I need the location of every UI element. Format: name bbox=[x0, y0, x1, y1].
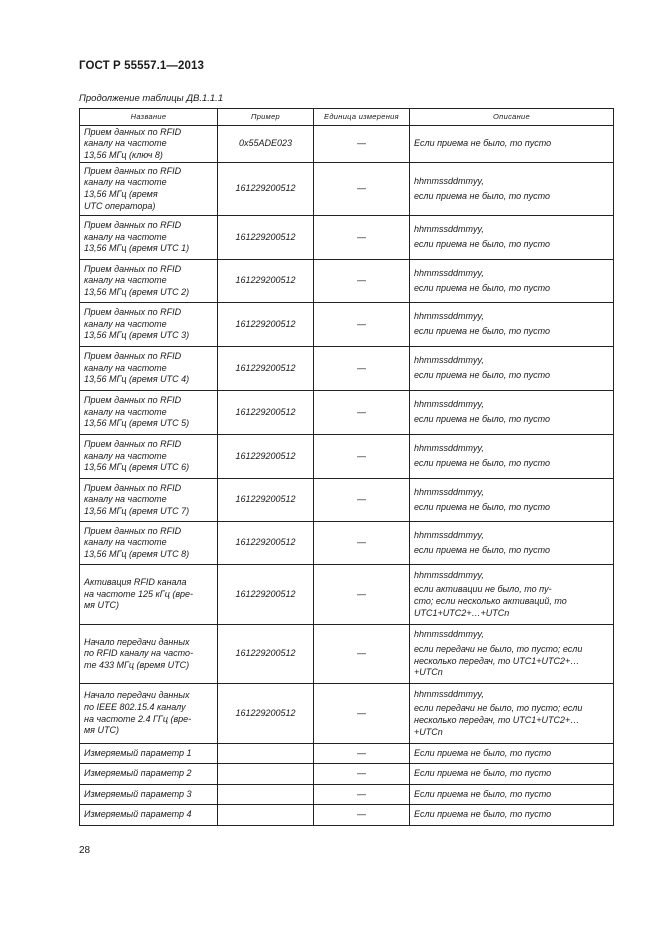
column-header-example: Пример bbox=[218, 109, 314, 126]
cell-description-line: hhmmssddmmyy, bbox=[414, 629, 484, 640]
cell-description bbox=[410, 785, 614, 805]
cell-name bbox=[80, 684, 218, 744]
cell-unit: — bbox=[314, 435, 410, 479]
cell-description bbox=[410, 764, 614, 785]
cell-description-line: hhmmssddmmyy, bbox=[414, 399, 484, 410]
cell-name bbox=[80, 479, 218, 522]
cell-name-line: Прием данных по RFID bbox=[84, 439, 182, 450]
cell-description-line: +UTCn bbox=[414, 726, 443, 737]
cell-name-line: Прием данных по RFID bbox=[84, 220, 182, 231]
cell-name-line: 13,56 МГц (ключ 8) bbox=[84, 149, 163, 160]
cell-description-line: hhmmssddmmyy, bbox=[414, 486, 484, 497]
cell-unit: — bbox=[314, 479, 410, 522]
cell-name-line: Прием данных по RFID bbox=[84, 395, 182, 406]
cell-example: 161229200512 bbox=[218, 684, 314, 744]
cell-description-line: hhmmssddmmyy, bbox=[414, 355, 484, 366]
cell-unit: — bbox=[314, 785, 410, 805]
cell-description-line: Если приема не было, то пусто bbox=[414, 809, 552, 820]
cell-name-line: 13,56 МГц (время UTC 4) bbox=[84, 374, 190, 385]
cell-example: 161229200512 bbox=[218, 303, 314, 347]
table-row bbox=[80, 764, 614, 785]
cell-name-line: Прием данных по RFID bbox=[84, 126, 182, 137]
cell-description bbox=[410, 684, 614, 744]
cell-description-line: если приема не было, то пусто bbox=[414, 282, 551, 293]
cell-name-line: Прием данных по RFID bbox=[84, 263, 182, 274]
cell-name bbox=[80, 522, 218, 565]
cell-name-line: каналу на частоте bbox=[84, 406, 167, 417]
cell-name-line: каналу на частоте bbox=[84, 318, 167, 329]
cell-name-line: Прием данных по RFID bbox=[84, 165, 182, 176]
column-header-description: Описание bbox=[410, 109, 614, 126]
cell-description-line: если приема не было, то пусто bbox=[414, 239, 551, 249]
cell-description-line: UTC1+UTC2+…+UTCn bbox=[414, 607, 510, 618]
cell-name bbox=[80, 744, 218, 764]
cell-name-line: 13,56 МГц (время UTC 3) bbox=[84, 330, 190, 341]
cell-name-line: Прием данных по RFID bbox=[84, 351, 182, 362]
cell-description-line: Если приема не было, то пусто bbox=[414, 138, 552, 149]
cell-description-line: hhmmssddmmyy, bbox=[414, 311, 484, 322]
cell-description-line: если приема не было, то пусто bbox=[414, 190, 551, 201]
cell-name-line: Активация RFID канала bbox=[84, 577, 187, 588]
cell-example: 161229200512 bbox=[218, 479, 314, 522]
cell-description bbox=[410, 744, 614, 764]
cell-description-line: Если приема не было, то пусто bbox=[414, 768, 552, 779]
cell-name-line: Прием данных по RFID bbox=[84, 525, 182, 536]
cell-description bbox=[410, 303, 614, 347]
data-table bbox=[79, 108, 614, 826]
cell-description bbox=[410, 347, 614, 391]
cell-example: 161229200512 bbox=[218, 163, 314, 216]
table-row bbox=[80, 744, 614, 764]
cell-name-line: 13,56 МГц (время UTC 1) bbox=[84, 243, 190, 254]
cell-description-line: hhmmssddmmyy, bbox=[414, 529, 484, 540]
cell-name bbox=[80, 435, 218, 479]
cell-unit: — bbox=[314, 126, 410, 163]
cell-name-line: по IEEE 802.15.4 каналу bbox=[84, 701, 186, 712]
table-row bbox=[80, 479, 614, 522]
table-row bbox=[80, 303, 614, 347]
cell-example: 161229200512 bbox=[218, 216, 314, 260]
cell-name-line: Измеряемый параметр 2 bbox=[84, 768, 192, 779]
cell-example: 161229200512 bbox=[218, 565, 314, 625]
cell-unit: — bbox=[314, 625, 410, 684]
column-header-name: Название bbox=[80, 109, 218, 126]
cell-unit: — bbox=[314, 805, 410, 826]
cell-name-line: Начало передачи данных bbox=[84, 636, 190, 647]
table-row bbox=[80, 391, 614, 435]
cell-description-line: если приема не было, то пусто bbox=[414, 458, 551, 468]
cell-description bbox=[410, 216, 614, 260]
cell-description bbox=[410, 163, 614, 216]
cell-description-line: если приема не было, то пусто bbox=[414, 501, 551, 512]
cell-description bbox=[410, 126, 614, 163]
cell-name bbox=[80, 625, 218, 684]
cell-name-line: 13,56 МГц (время UTC 2) bbox=[84, 286, 190, 297]
cell-name-line: 13,56 МГц (время bbox=[84, 189, 158, 199]
cell-example bbox=[218, 744, 314, 764]
cell-example: 161229200512 bbox=[218, 391, 314, 435]
cell-description-line: hhmmssddmmyy, bbox=[414, 688, 484, 699]
cell-name-line: каналу на частоте bbox=[84, 138, 167, 149]
cell-description-line: если приема не было, то пусто bbox=[414, 326, 551, 336]
cell-description-line: сто; если несколько активаций, то bbox=[414, 596, 567, 606]
cell-description bbox=[410, 479, 614, 522]
table-row bbox=[80, 785, 614, 805]
table-caption: Продолжение таблицы ДВ.1.1.1 bbox=[79, 93, 224, 104]
cell-name-line: каналу на частоте bbox=[84, 362, 167, 373]
cell-name-line: мя UTC) bbox=[84, 600, 119, 611]
cell-name bbox=[80, 163, 218, 216]
cell-example bbox=[218, 785, 314, 805]
cell-unit: — bbox=[314, 216, 410, 260]
cell-unit: — bbox=[314, 347, 410, 391]
cell-example bbox=[218, 805, 314, 826]
cell-description-line: несколько передач, то UTC1+UTC2+… bbox=[414, 655, 580, 666]
cell-name bbox=[80, 785, 218, 805]
cell-name bbox=[80, 347, 218, 391]
cell-unit: — bbox=[314, 260, 410, 303]
cell-description bbox=[410, 805, 614, 826]
column-header-unit: Единица измерения bbox=[314, 109, 410, 126]
table-row bbox=[80, 625, 614, 684]
cell-name-line: каналу на частоте bbox=[84, 450, 167, 461]
cell-name-line: Измеряемый параметр 1 bbox=[84, 747, 192, 758]
cell-name bbox=[80, 565, 218, 625]
cell-name-line: каналу на частоте bbox=[84, 275, 167, 286]
document-standard-title: ГОСТ Р 55557.1—2013 bbox=[79, 60, 204, 72]
cell-description-line: Если приема не было, то пусто bbox=[414, 788, 552, 799]
cell-name-line: мя UTC) bbox=[84, 725, 119, 736]
cell-name-line: 13,56 МГц (время UTC 6) bbox=[84, 462, 190, 473]
cell-name-line: каналу на частоте bbox=[84, 177, 167, 188]
cell-description-line: hhmmssddmmyy, bbox=[414, 175, 484, 186]
cell-name bbox=[80, 126, 218, 163]
cell-description-line: несколько передач, то UTC1+UTC2+… bbox=[414, 715, 580, 725]
table-header-row bbox=[80, 109, 614, 126]
cell-description-line: hhmmssddmmyy, bbox=[414, 267, 484, 278]
cell-description-line: если приема не было, то пусто bbox=[414, 544, 551, 555]
cell-name-line: каналу на частоте bbox=[84, 494, 167, 505]
table-row bbox=[80, 216, 614, 260]
cell-description bbox=[410, 565, 614, 625]
cell-description-line: hhmmssddmmyy, bbox=[414, 443, 484, 454]
cell-description bbox=[410, 625, 614, 684]
cell-example: 161229200512 bbox=[218, 625, 314, 684]
table-row bbox=[80, 522, 614, 565]
cell-description-line: hhmmssddmmyy, bbox=[414, 569, 484, 580]
cell-example: 161229200512 bbox=[218, 435, 314, 479]
table-row bbox=[80, 126, 614, 163]
cell-description-line: +UTCn bbox=[414, 667, 443, 678]
cell-example bbox=[218, 764, 314, 785]
cell-description-line: если передачи не было, то пусто; если bbox=[414, 643, 583, 654]
table-row bbox=[80, 347, 614, 391]
cell-description-line: если активации не было, то пу- bbox=[414, 584, 552, 595]
page-number: 28 bbox=[79, 845, 91, 856]
cell-description-line: hhmmssddmmyy, bbox=[414, 224, 484, 235]
cell-unit: — bbox=[314, 764, 410, 785]
cell-name-line: UTC оператора) bbox=[84, 200, 156, 211]
table-row bbox=[80, 684, 614, 744]
table-row bbox=[80, 805, 614, 826]
cell-name bbox=[80, 391, 218, 435]
cell-unit: — bbox=[314, 684, 410, 744]
cell-description bbox=[410, 260, 614, 303]
table-row bbox=[80, 163, 614, 216]
cell-name-line: Измеряемый параметр 3 bbox=[84, 788, 192, 799]
cell-example: 161229200512 bbox=[218, 522, 314, 565]
table-row bbox=[80, 565, 614, 625]
cell-name bbox=[80, 216, 218, 260]
cell-name-line: каналу на частоте bbox=[84, 537, 167, 548]
cell-unit: — bbox=[314, 565, 410, 625]
cell-name-line: на частоте 2.4 ГГц (вре- bbox=[84, 713, 192, 724]
cell-unit: — bbox=[314, 391, 410, 435]
cell-description-line: если приема не было, то пусто bbox=[414, 370, 551, 380]
cell-example: 161229200512 bbox=[218, 347, 314, 391]
cell-description-line: если приема не было, то пусто bbox=[414, 414, 551, 424]
cell-name bbox=[80, 303, 218, 347]
cell-name-line: на частоте 125 кГц (вре- bbox=[84, 588, 194, 599]
cell-description bbox=[410, 435, 614, 479]
cell-example: 161229200512 bbox=[218, 260, 314, 303]
cell-unit: — bbox=[314, 163, 410, 216]
cell-name bbox=[80, 764, 218, 785]
cell-unit: — bbox=[314, 744, 410, 764]
cell-name-line: Начало передачи данных bbox=[84, 690, 190, 701]
cell-unit: — bbox=[314, 303, 410, 347]
cell-description-line: Если приема не было, то пусто bbox=[414, 747, 552, 758]
cell-name-line: те 433 МГц (время UTC) bbox=[84, 659, 190, 670]
cell-description-line: если передачи не было, то пусто; если bbox=[414, 703, 583, 714]
cell-name-line: 13,56 МГц (время UTC 7) bbox=[84, 505, 190, 516]
cell-name bbox=[80, 805, 218, 826]
table-row bbox=[80, 435, 614, 479]
cell-description bbox=[410, 391, 614, 435]
table-row bbox=[80, 260, 614, 303]
table-body bbox=[80, 126, 614, 826]
cell-name-line: по RFID каналу на часто- bbox=[84, 648, 194, 659]
cell-name-line: Прием данных по RFID bbox=[84, 482, 182, 493]
cell-name-line: 13,56 МГц (время UTC 5) bbox=[84, 418, 190, 429]
cell-description bbox=[410, 522, 614, 565]
cell-example: 0x55ADE023 bbox=[218, 126, 314, 163]
cell-name-line: Измеряемый параметр 4 bbox=[84, 809, 192, 820]
cell-name-line: Прием данных по RFID bbox=[84, 307, 182, 318]
cell-name bbox=[80, 260, 218, 303]
cell-name-line: 13,56 МГц (время UTC 8) bbox=[84, 548, 190, 559]
cell-unit: — bbox=[314, 522, 410, 565]
cell-name-line: каналу на частоте bbox=[84, 231, 167, 242]
